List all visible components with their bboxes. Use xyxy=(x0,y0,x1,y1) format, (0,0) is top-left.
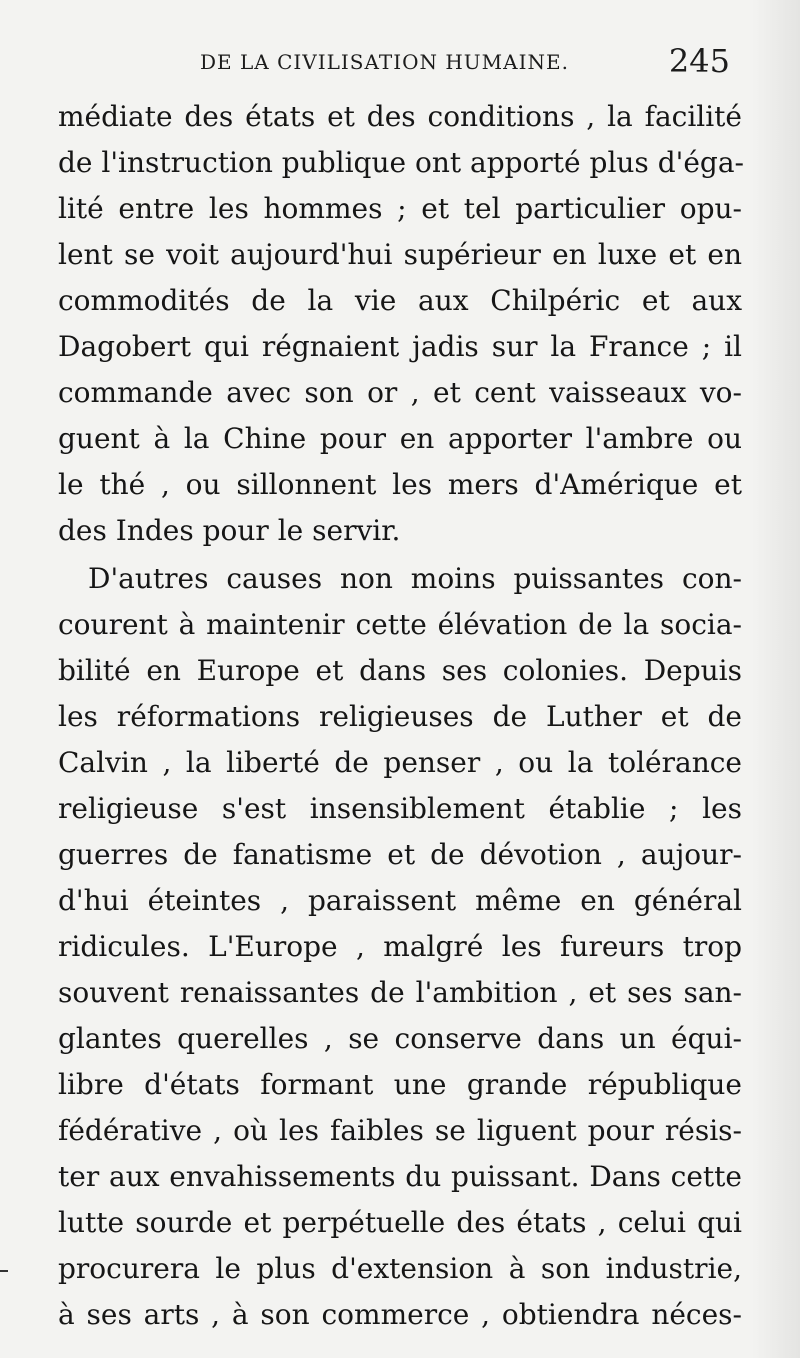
paragraph xyxy=(58,94,742,554)
body-text xyxy=(58,94,742,1338)
text-line: médiate des états et des conditions , la facilité xyxy=(58,100,742,133)
text-line: les réformations religieuses de Luther et de xyxy=(58,700,742,733)
text-line: courent à maintenir cette élévation de la socia- xyxy=(58,608,742,641)
text-line: de l'instruction publique ont apporté plus d'éga- xyxy=(58,146,744,179)
text-line: commodités de la vie aux Chilpéric et aux xyxy=(58,284,742,317)
text-line: fédérative , où les faibles se liguent pour résis- xyxy=(58,1114,742,1147)
text-line: Dagobert qui régnaient jadis sur la France ; il xyxy=(58,330,742,363)
text-line: guent à la Chine pour en apporter l'ambre ou xyxy=(58,422,742,455)
text-line: ter aux envahissements du puissant. Dans cette xyxy=(58,1160,742,1193)
text-line: ridicules. L'Europe , malgré les fureurs trop xyxy=(58,930,742,963)
paragraph xyxy=(58,556,742,1338)
text-line: souvent renaissantes de l'ambition , et ses san- xyxy=(58,976,742,1009)
scan-mark xyxy=(0,1270,8,1272)
running-title: DE LA CIVILISATION HUMAINE. xyxy=(200,50,569,74)
text-line: libre d'états formant une grande république xyxy=(58,1068,742,1101)
text-line: commande avec son or , et cent vaisseaux vo- xyxy=(58,376,742,409)
page-number: 245 xyxy=(668,42,730,80)
text-line: bilité en Europe et dans ses colonies. Depuis xyxy=(58,654,742,687)
text-line: d'hui éteintes , paraissent même en général xyxy=(58,884,742,917)
text-line: Calvin , la liberté de penser , ou la tolérance xyxy=(58,746,742,779)
text-line: religieuse s'est insensiblement établie ; les xyxy=(58,792,742,825)
text-line: à ses arts , à son commerce , obtiendra néces- xyxy=(58,1298,742,1331)
text-line: guerres de fanatisme et de dévotion , aujour- xyxy=(58,838,742,871)
text-line: lutte sourde et perpétuelle des états , celui qui xyxy=(58,1206,742,1239)
text-line: le thé , ou sillonnent les mers d'Amérique et xyxy=(58,468,742,501)
text-line: lité entre les hommes ; et tel particulier opu- xyxy=(58,192,742,225)
text-line: des Indes pour le servir. xyxy=(58,514,401,547)
text-line: glantes querelles , se conserve dans un équi- xyxy=(58,1022,742,1055)
text-line: procurera le plus d'extension à son industrie, xyxy=(58,1252,742,1285)
text-line: lent se voit aujourd'hui supérieur en luxe et en xyxy=(58,238,742,271)
page-header xyxy=(200,42,740,92)
page-edge-shadow xyxy=(752,0,800,1358)
text-line: D'autres causes non moins puissantes con- xyxy=(88,562,742,595)
